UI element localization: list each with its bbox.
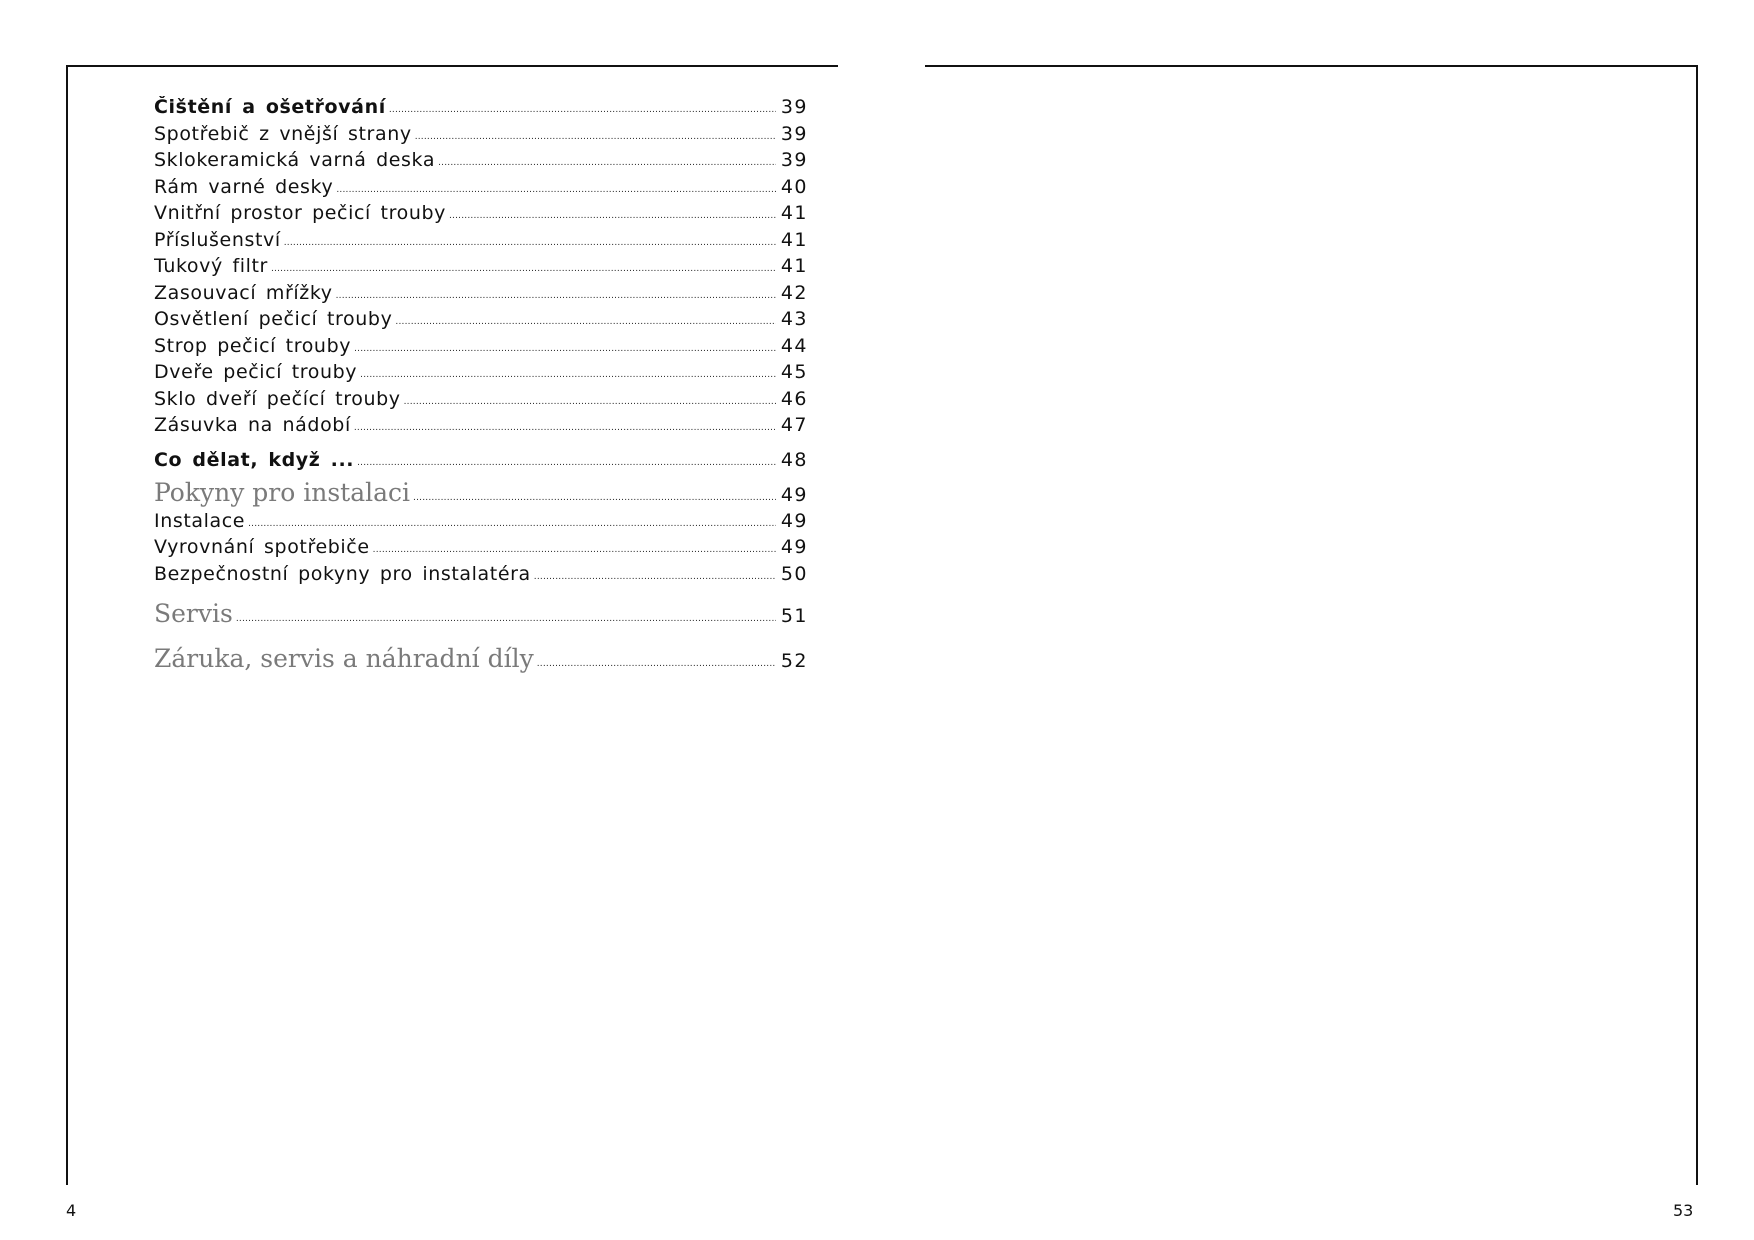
toc-entry-label: Rám varné desky [154, 175, 334, 198]
toc-entry-label: Zasouvací mřížky [154, 281, 333, 304]
toc-leader-dots [360, 370, 776, 380]
toc-entry-page: 40 [780, 175, 808, 198]
toc-leader-dots [336, 185, 775, 195]
toc-leader-dots [415, 132, 776, 142]
left-page-number: 4 [66, 1201, 77, 1220]
toc-leader-dots [449, 211, 776, 221]
toc-leader-dots [354, 423, 776, 433]
toc-entry-label: Vnitřní prostor pečicí trouby [154, 202, 446, 224]
toc-entry-page: 52 [780, 650, 808, 672]
toc-leader-dots [271, 264, 776, 274]
toc-entry-page: 49 [780, 536, 808, 558]
toc-entry-hob-frame[interactable] [154, 176, 808, 203]
toc-entry-ceramic-hob[interactable] [154, 149, 808, 176]
toc-entry-label: Sklo dveří pečící trouby [154, 387, 401, 410]
toc-entry-label: Spotřebič z vnější strany [154, 122, 412, 145]
toc-leader-dots [248, 519, 776, 529]
toc-entry-cleaning[interactable] [154, 96, 808, 123]
toc-entry-page: 49 [780, 509, 808, 532]
toc-entry-oven-door[interactable] [154, 361, 808, 388]
table-of-contents [154, 96, 808, 679]
toc-entry-page: 39 [780, 122, 808, 145]
toc-entry-troubleshooting[interactable] [154, 441, 808, 476]
toc-entry-label: Sklokeramická varná deska [154, 149, 436, 171]
toc-leader-dots [284, 238, 776, 248]
toc-entry-shelf-runners[interactable] [154, 282, 808, 309]
toc-entry-installation[interactable] [154, 510, 808, 537]
toc-entry-label: Tukový filtr [154, 255, 268, 277]
toc-entry-oven-interior[interactable] [154, 202, 808, 229]
toc-leader-dots [389, 105, 776, 115]
toc-entry-page: 41 [780, 228, 808, 251]
toc-entry-page: 44 [780, 334, 808, 357]
toc-entry-door-glass[interactable] [154, 388, 808, 415]
toc-leader-dots [537, 659, 776, 669]
toc-entry-page: 42 [780, 281, 808, 304]
toc-entry-accessories[interactable] [154, 229, 808, 256]
toc-section-installation-instructions[interactable] [154, 476, 808, 510]
toc-leader-dots [354, 344, 776, 354]
toc-entry-page: 49 [780, 483, 808, 506]
toc-entry-page: 51 [780, 605, 808, 627]
toc-entry-label: Instalace [154, 509, 246, 532]
toc-leader-dots [395, 317, 775, 327]
toc-entry-oven-ceiling[interactable] [154, 335, 808, 362]
toc-entry-label: Bezpečnostní pokyny pro instalatéra [154, 562, 531, 585]
toc-entry-page: 46 [780, 387, 808, 410]
toc-section-warranty[interactable] [154, 634, 808, 679]
toc-entry-label: Strop pečicí trouby [154, 334, 352, 357]
toc-entry-label: Dveře pečicí trouby [154, 361, 358, 383]
toc-entry-label: Čištění a ošetřování [154, 96, 386, 118]
right-page-number: 53 [1673, 1201, 1694, 1220]
toc-entry-page: 41 [780, 202, 808, 224]
toc-entry-storage-drawer[interactable] [154, 414, 808, 441]
toc-leader-dots [534, 572, 776, 582]
toc-entry-page: 41 [780, 255, 808, 277]
toc-leader-dots [336, 291, 776, 301]
toc-entry-oven-light[interactable] [154, 308, 808, 335]
toc-section-heading: Servis [154, 599, 233, 628]
toc-entry-grease-filter[interactable] [154, 255, 808, 282]
toc-entry-label: Vyrovnání spotřebiče [154, 536, 370, 558]
toc-entry-page: 39 [780, 96, 808, 118]
toc-entry-page: 45 [780, 361, 808, 383]
toc-entry-page: 47 [780, 414, 808, 436]
toc-entry-levelling[interactable] [154, 536, 808, 563]
toc-leader-dots [357, 458, 776, 468]
toc-leader-dots [373, 545, 776, 555]
toc-section-heading: Záruka, servis a náhradní díly [154, 644, 534, 673]
toc-entry-label: Osvětlení pečicí trouby [154, 308, 393, 330]
toc-entry-label: Co dělat, když ... [154, 448, 355, 471]
toc-entry-page: 43 [780, 308, 808, 330]
toc-section-service[interactable] [154, 589, 808, 634]
right-page-frame [925, 65, 1698, 1185]
toc-section-heading: Pokyny pro instalaci [154, 477, 411, 507]
toc-entry-label: Příslušenství [154, 228, 281, 251]
toc-entry-exterior[interactable] [154, 123, 808, 150]
toc-leader-dots [413, 493, 776, 503]
toc-leader-dots [438, 158, 776, 168]
toc-entry-page: 48 [780, 448, 808, 471]
toc-entry-installer-safety[interactable] [154, 563, 808, 590]
toc-entry-page: 50 [780, 562, 808, 585]
toc-leader-dots [236, 614, 776, 624]
toc-entry-page: 39 [780, 149, 808, 171]
toc-entry-label: Zásuvka na nádobí [154, 414, 351, 436]
toc-leader-dots [404, 397, 776, 407]
